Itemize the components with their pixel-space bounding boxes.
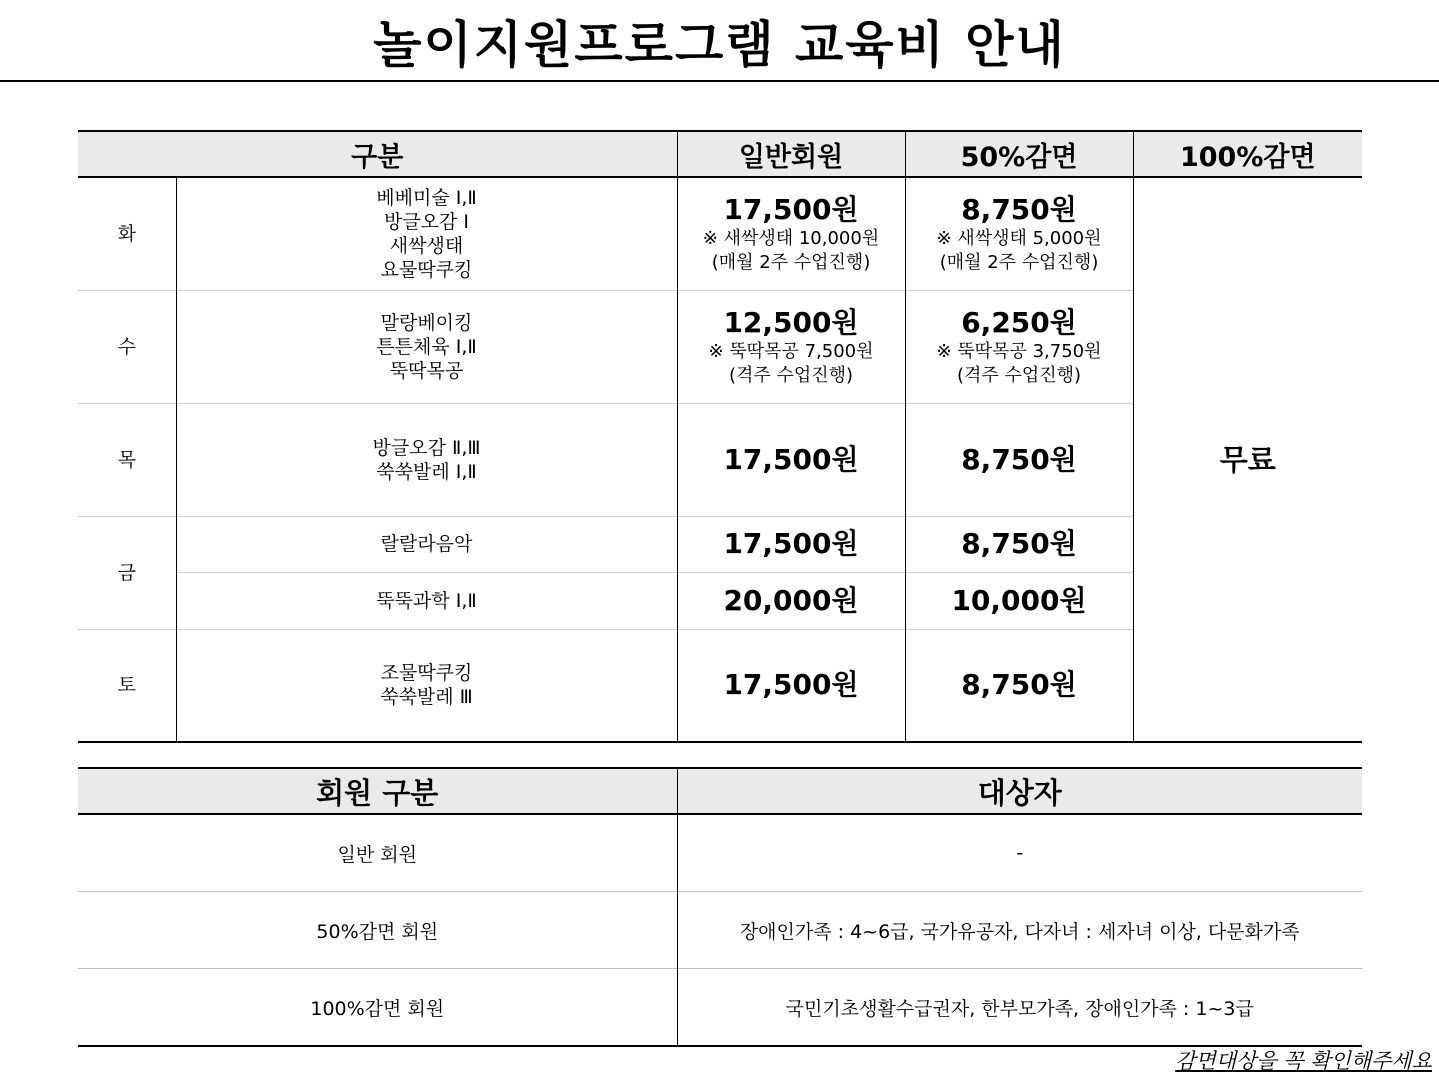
half-fee-cell xyxy=(905,516,1133,572)
class-list xyxy=(176,572,677,629)
class-name: 베베미술 Ⅰ,Ⅱ xyxy=(376,186,477,209)
half-price: 8,750원 xyxy=(961,527,1077,560)
half-fee-cell xyxy=(905,177,1133,290)
regular-fee-cell xyxy=(677,516,905,572)
regular-fee-cell xyxy=(677,290,905,403)
header-half: 50%감면 xyxy=(905,131,1133,177)
class-list xyxy=(176,629,677,742)
fee-table xyxy=(78,130,1362,743)
class-name: 쑥쑥발레 Ⅰ,Ⅱ xyxy=(376,460,477,483)
day-cell: 수 xyxy=(78,290,176,403)
half-price: 8,750원 xyxy=(961,668,1077,702)
day-cell: 토 xyxy=(78,629,176,742)
table-row xyxy=(78,969,1362,1047)
class-name: 요물딱쿠킹 xyxy=(380,258,473,281)
regular-price: 17,500원 xyxy=(723,668,859,702)
member-type: 100%감면 회원 xyxy=(78,969,677,1047)
member-target: 장애인가족 : 4~6급, 국가유공자, 다자녀 : 세자녀 이상, 다문화가족 xyxy=(677,892,1362,969)
regular-fee-cell xyxy=(677,572,905,629)
table-row xyxy=(78,892,1362,969)
class-name: 뚝뚝과학 Ⅰ,Ⅱ xyxy=(376,589,477,612)
half-price: 8,750원 xyxy=(961,192,1077,226)
day-cell: 금 xyxy=(78,516,176,629)
header-free: 100%감면 xyxy=(1133,131,1362,177)
title-divider xyxy=(0,80,1439,82)
class-name: 방글오감 Ⅰ xyxy=(383,210,470,233)
day-cell: 목 xyxy=(78,403,176,516)
half-fee-cell xyxy=(905,403,1133,516)
member-type: 일반 회원 xyxy=(337,843,417,866)
header-category: 구분 xyxy=(78,131,677,177)
regular-price: 12,500원 xyxy=(723,305,859,339)
fee-note: ※ 새싹생태 5,000원 xyxy=(936,227,1102,249)
member-header-row xyxy=(78,768,1362,814)
regular-fee-cell xyxy=(677,629,905,742)
class-name: 새싹생태 xyxy=(389,234,464,257)
half-price: 10,000원 xyxy=(951,583,1087,617)
class-name: 방글오감 Ⅱ,Ⅲ xyxy=(372,436,481,459)
page-title: 놀이지원프로그램 교육비 안내 xyxy=(373,16,1066,74)
half-fee-cell xyxy=(905,629,1133,742)
header-member-type: 회원 구분 xyxy=(78,768,677,814)
class-name: 랄랄라음악 xyxy=(380,533,473,555)
half-price: 6,250원 xyxy=(961,305,1077,339)
regular-price: 17,500원 xyxy=(723,527,859,560)
fee-note: ※ 뚝딱목공 7,500원 xyxy=(708,340,874,362)
day-cell: 화 xyxy=(117,222,136,245)
class-list xyxy=(176,290,677,403)
footnote: 감면대상을 꼭 확인해주세요 xyxy=(1175,1049,1432,1073)
half-fee-cell xyxy=(905,290,1133,403)
header-regular: 일반회원 xyxy=(677,131,905,177)
fee-note: (매월 2주 수업진행) xyxy=(939,251,1099,273)
table-row xyxy=(78,814,1362,892)
half-fee-cell xyxy=(905,572,1133,629)
regular-price: 20,000원 xyxy=(723,583,859,617)
member-type: 50%감면 회원 xyxy=(78,892,677,969)
member-target: - xyxy=(677,814,1362,892)
class-name: 조물딱쿠킹 xyxy=(380,662,473,685)
table-row xyxy=(78,177,1362,290)
class-name: 뚝딱목공 xyxy=(389,359,464,382)
half-price: 8,750원 xyxy=(961,442,1077,476)
header-target: 대상자 xyxy=(677,768,1362,814)
fee-note: (격주 수업진행) xyxy=(728,364,854,386)
fee-note: ※ 새싹생태 10,000원 xyxy=(702,227,880,249)
class-name: 쑥쑥발레 Ⅲ xyxy=(380,686,473,709)
class-list xyxy=(176,516,677,572)
class-list xyxy=(176,403,677,516)
class-name: 튼튼체육 Ⅰ,Ⅱ xyxy=(376,335,477,358)
free-fee-cell: 무료 xyxy=(1133,177,1362,742)
regular-fee-cell xyxy=(677,403,905,516)
class-list xyxy=(176,177,677,290)
fee-note: ※ 뚝딱목공 3,750원 xyxy=(936,340,1102,362)
regular-fee-cell xyxy=(677,177,905,290)
regular-price: 17,500원 xyxy=(723,442,859,476)
class-name: 말랑베이킹 xyxy=(380,311,473,334)
member-table xyxy=(78,767,1362,1047)
member-target: 국민기초생활수급권자, 한부모가족, 장애인가족 : 1~3급 xyxy=(677,969,1362,1047)
fee-header-row xyxy=(78,131,1362,177)
fee-note: (격주 수업진행) xyxy=(956,364,1082,386)
regular-price: 17,500원 xyxy=(723,192,859,226)
fee-note: (매월 2주 수업진행) xyxy=(711,251,871,273)
